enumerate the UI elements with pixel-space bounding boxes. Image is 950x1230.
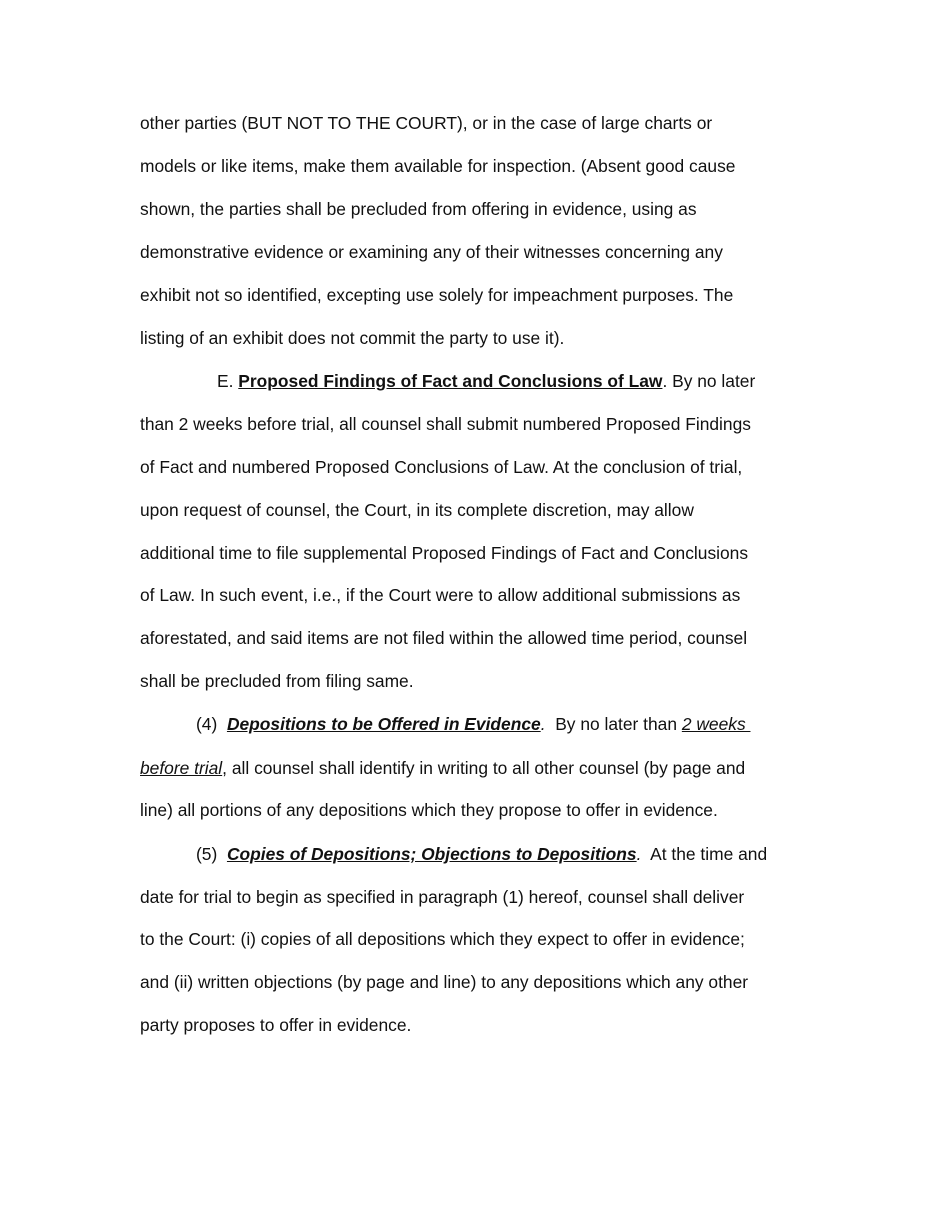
body-text-line: listing of an exhibit does not commit the party to use it). [140,328,565,348]
paragraph-4-number: (4) [196,714,218,734]
paragraph-4-second-line [140,757,745,779]
body-text-line: additional time to file supplemental Proposed Findings of Fact and Conclusions [140,543,749,563]
body-text-line: line) all portions of any depositions which they propose to offer in evidence. [140,800,718,820]
body-text-line: than 2 weeks before trial, all counsel shall submit numbered Proposed Findings [140,414,751,434]
body-text-line: of Law. In such event, i.e., if the Court were to allow additional submissions as [140,585,741,605]
body-text-line: of Fact and numbered Proposed Conclusions of Law. At the conclusion of trial, [140,457,743,477]
paragraph-5-first-line [196,843,767,865]
body-text-line: upon request of counsel, the Court, in its complete discretion, may allow [140,500,694,520]
paragraph-5-number: (5) [196,844,218,864]
paragraph-4-heading-period: . [540,714,546,734]
body-text-line: to the Court: (i) copies of all depositions which they expect to offer in evidence; [140,929,745,949]
paragraph-4-first-line [196,713,750,735]
paragraph-e-label: E. [217,371,234,391]
body-text-line: other parties (BUT NOT TO THE COURT), or in the case of large charts or [140,113,713,133]
paragraph-5-first-line-tail: At the time and [641,844,768,864]
paragraph-4-second-line-tail: , all counsel shall identify in writing to all other counsel (by page and [222,758,746,778]
paragraph-e-first-line [217,370,755,392]
paragraph-4-emphasis-part1: 2 weeks [681,714,751,734]
body-text-line: exhibit not so identified, excepting use solely for impeachment purposes. The [140,285,734,305]
body-text-line: date for trial to begin as specified in paragraph (1) hereof, counsel shall deliver [140,887,745,907]
paragraph-5-heading: Copies of Depositions; Objections to Depositions [226,844,637,864]
paragraph-4-heading: Depositions to be Offered in Evidence [226,714,541,734]
paragraph-4-emphasis-part2: before trial [140,758,223,778]
body-text-line: demonstrative evidence or examining any of their witnesses concerning any [140,242,723,262]
body-text-line: shown, the parties shall be precluded from offering in evidence, using as [140,199,697,219]
paragraph-5-heading-period: . [636,844,642,864]
paragraph-e-heading: Proposed Findings of Fact and Conclusions of Law [238,371,663,391]
body-text-line: shall be precluded from filing same. [140,671,414,691]
paragraph-4-first-line-mid: By no later than [545,714,682,734]
paragraph-e-first-line-tail: . By no later [662,371,756,391]
body-text-line: party proposes to offer in evidence. [140,1015,412,1035]
body-text-line: and (ii) written objections (by page and line) to any depositions which any other [140,972,749,992]
body-text-line: models or like items, make them available for inspection. (Absent good cause [140,156,736,176]
body-text-line: aforestated, and said items are not filed within the allowed time period, counsel [140,628,748,648]
